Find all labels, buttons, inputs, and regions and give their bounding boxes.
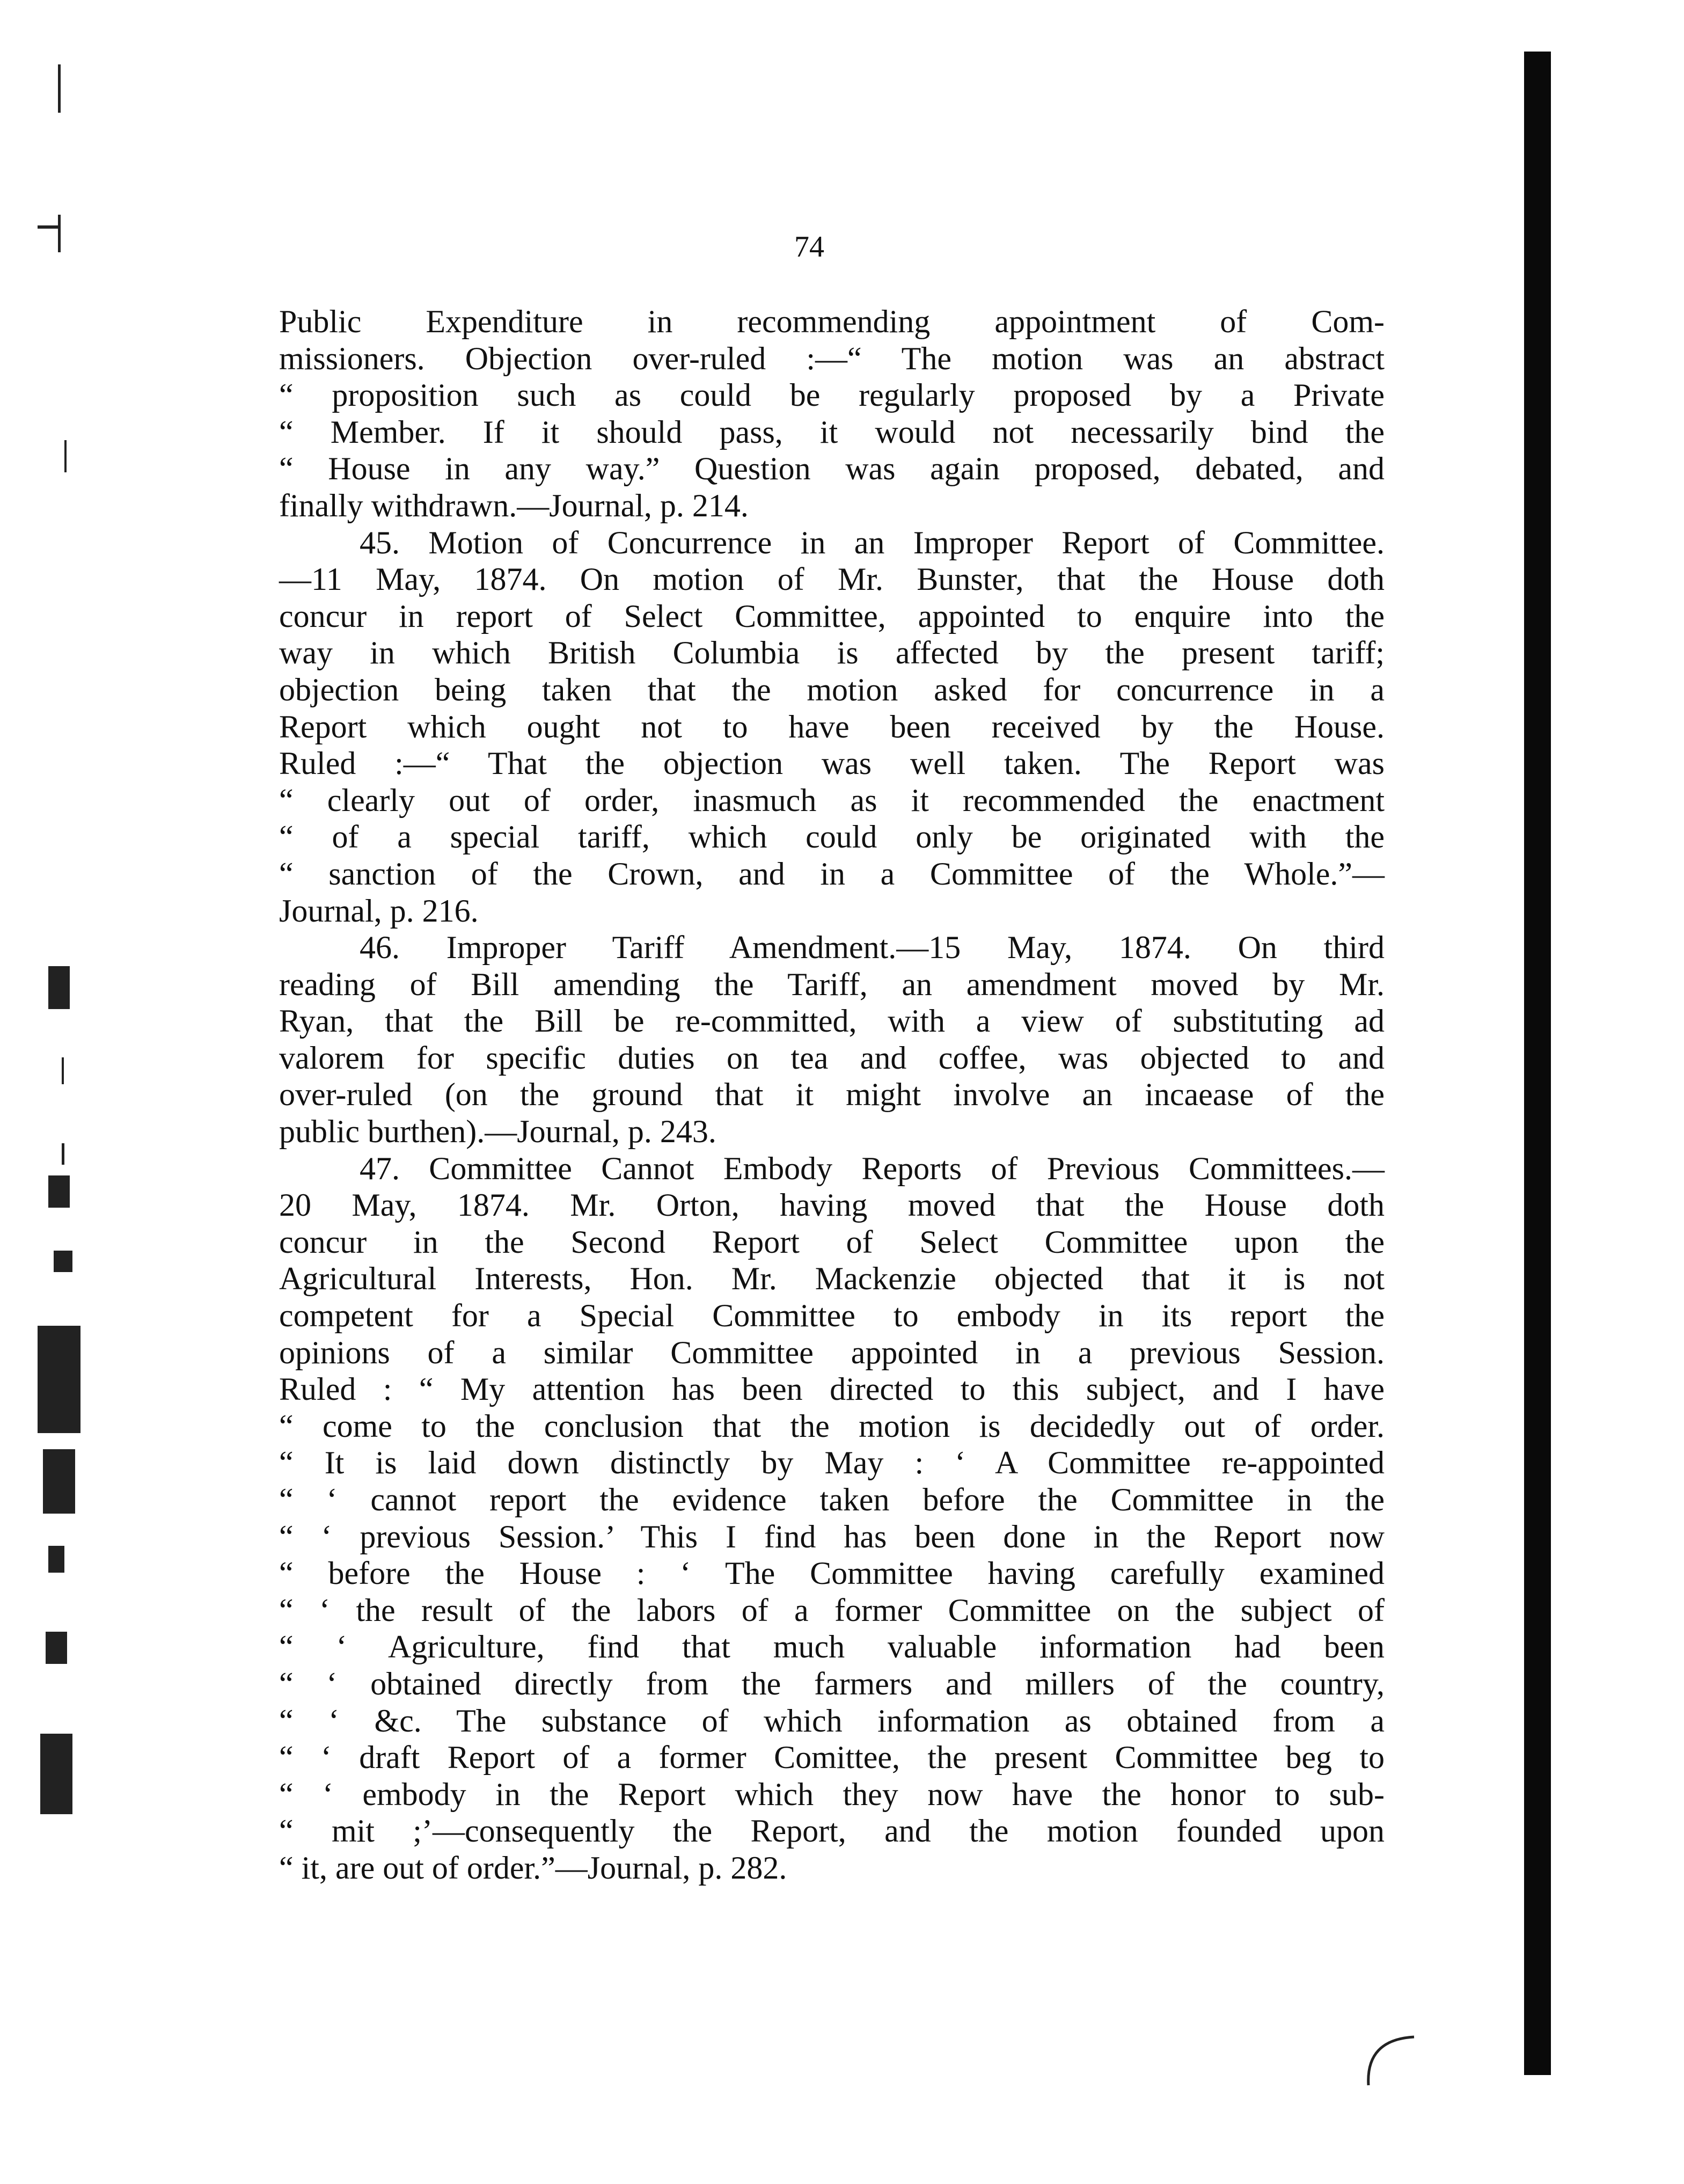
text-line: Journal, p. 216. [279,893,479,929]
text-line: “ It is laid down distinctly by May : ‘ A Committee re-appointed [279,1445,1385,1481]
text-line: over-ruled (on the ground that it might involve an incaease of the [279,1077,1385,1113]
scan-edge-bar [1524,52,1551,2075]
text-line: —11 May, 1874. On motion of Mr. Bunster, that the House doth [279,561,1385,597]
text-line: Report which ought not to have been received by the House. [279,708,1385,744]
text-line: “ sanction of the Crown, and in a Committee of the Whole.”— [279,856,1385,892]
scan-margin-marks [16,54,97,2093]
text-line: concur in the Second Report of Select Committee upon the [279,1224,1385,1260]
text-line: “ ‘ the result of the labors of a former Committee on the subject of [279,1592,1385,1628]
text-line: reading of Bill amending the Tariff, an amendment moved by Mr. [279,966,1385,1002]
text-line: concur in report of Select Committee, appointed to enquire into the [279,598,1385,634]
text-line: “ proposition such as could be regularly proposed by a Private [279,377,1385,413]
text-line: way in which British Columbia is affected by the present tariff; [279,635,1385,671]
text-line: finally withdrawn.—Journal, p. 214. [279,487,749,523]
text-line: “ come to the conclusion that the motion is decidedly out of order. [279,1408,1385,1444]
paragraph-46 [279,929,1385,1150]
document-body [279,303,1385,1887]
paragraph-45 [279,524,1385,930]
text-line: “ ‘ obtained directly from the farmers and millers of the country, [279,1666,1385,1701]
text-line: 45. Motion of Concurrence in an Improper Report of Committee. [360,524,1385,560]
text-line: “ clearly out of order, inasmuch as it recommended the enactment [279,782,1385,818]
text-line: “ mit ;’—consequently the Report, and the motion founded upon [279,1813,1385,1849]
text-line: “ ‘ previous Session.’ This I find has been done in the Report now [279,1518,1385,1554]
text-line: valorem for specific duties on tea and coffee, was objected to and [279,1040,1385,1076]
text-line: objection being taken that the motion asked for concurrence in a [279,671,1385,707]
text-line: missioners. Objection over-ruled :—“ The motion was an abstract [279,340,1385,376]
text-line: Public Expenditure in recommending appointment of Com- [279,304,1385,339]
text-line: 20 May, 1874. Mr. Orton, having moved that the House doth [279,1187,1385,1223]
text-line: “ ‘ draft Report of a former Comittee, the present Committee beg to [279,1740,1385,1776]
text-line: “ of a special tariff, which could only be originated with the [279,819,1385,855]
text-line: “ ‘ embody in the Report which they now have the honor to sub- [279,1776,1385,1812]
paragraph-47 [279,1150,1385,1887]
text-line: “ it, are out of order.”—Journal, p. 282. [279,1850,787,1886]
page-number: 74 [794,230,824,264]
text-line: “ ‘ cannot report the evidence taken before the Committee in the [279,1482,1385,1517]
text-line: “ Member. If it should pass, it would not necessarily bind the [279,414,1385,450]
text-line: competent for a Special Committee to embody in its report the [279,1298,1385,1334]
corner-pencil-mark [1363,2029,1422,2088]
text-line: Ryan, that the Bill be re-committed, with a view of substituting ad [279,1003,1385,1039]
text-line: Ruled :—“ That the objection was well taken. The Report was [279,746,1385,781]
text-line: public burthen).—Journal, p. 243. [279,1114,716,1150]
text-line: 46. Improper Tariff Amendment.—15 May, 1874. On third [360,930,1385,966]
text-line: “ ‘ &c. The substance of which information as obtained from a [279,1703,1385,1739]
text-line: “ ‘ Agriculture, find that much valuable information had been [279,1629,1385,1665]
text-line: opinions of a similar Committee appointed in a previous Session. [279,1334,1385,1370]
text-line: “ before the House : ‘ The Committee having carefully examined [279,1555,1385,1591]
text-line: Agricultural Interests, Hon. Mr. Mackenzie objected that it is not [279,1261,1385,1297]
text-line: 47. Committee Cannot Embody Reports of Previous Committees.— [360,1150,1385,1186]
text-line: Ruled : “ My attention has been directed to this subject, and I have [279,1371,1385,1407]
paragraph-public-expenditure [279,303,1385,524]
text-line: “ House in any way.” Question was again proposed, debated, and [279,451,1385,487]
